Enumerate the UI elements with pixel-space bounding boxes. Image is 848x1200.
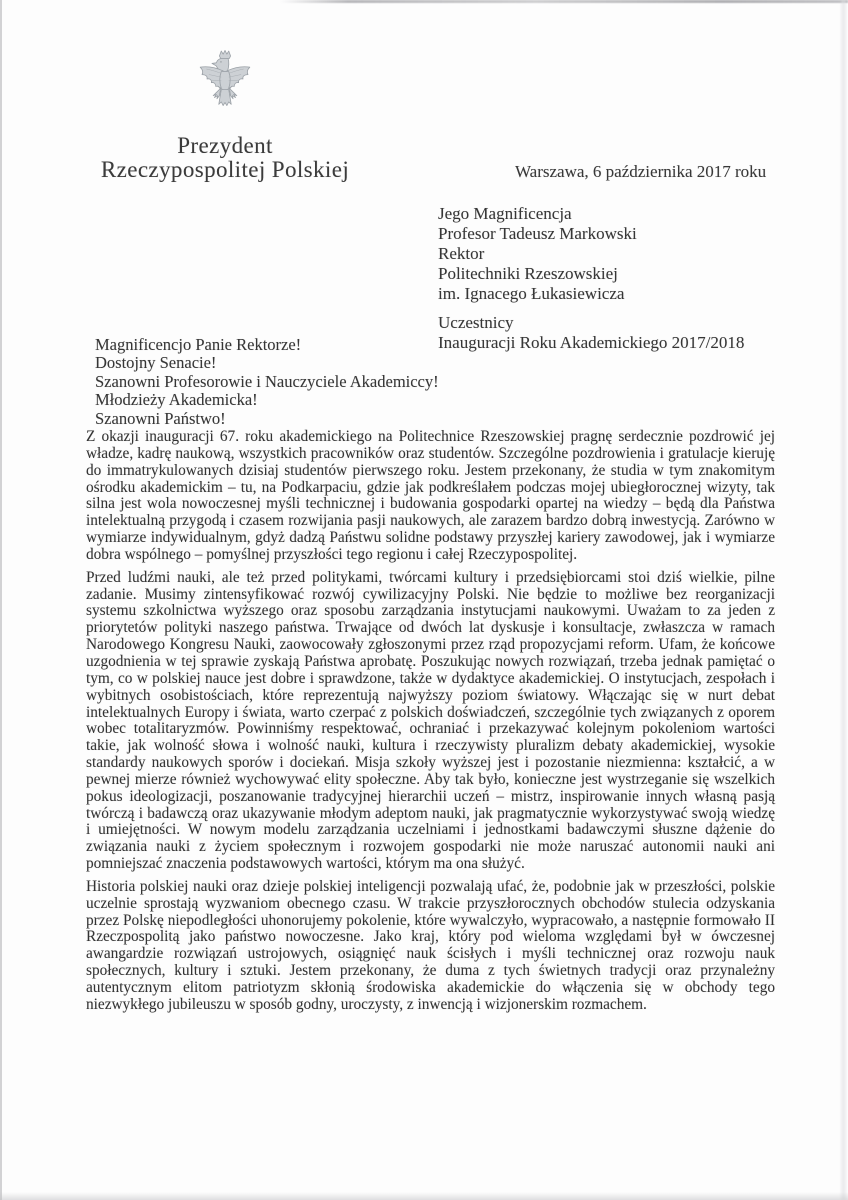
recipient-line: Profesor Tadeusz Markowski (438, 224, 637, 243)
recipient-line: Uczestnicy (438, 313, 514, 332)
recipient-line: Inauguracji Roku Akademickiego 2017/2018 (438, 333, 745, 352)
recipient-secondary-block (438, 313, 744, 353)
salutation-line: Szanowni Profesorowie i Nauczyciele Akademiccy! (95, 371, 439, 391)
scan-artifact-top-edge (280, 0, 848, 3)
salutation-block (95, 336, 439, 428)
letter-body (86, 429, 775, 1014)
recipient-block (438, 204, 744, 353)
recipient-line: im. Ignacego Łukasiewicza (438, 284, 625, 303)
salutation-line: Dostojny Senacie! (95, 353, 217, 373)
scan-artifact-left-edge (0, 0, 2, 1200)
sender-title-line1: Prezydent (177, 133, 273, 158)
dateline: Warszawa, 6 października 2017 roku (515, 162, 767, 181)
recipient-line: Jego Magnificencja (438, 204, 572, 223)
recipient-line: Rektor (438, 244, 485, 263)
paragraph-3: Historia polskiej nauki oraz dzieje polskiej inteligencji pozwalają ufać, że, podobnie jak w przeszłości, polskie uczelnie sprostają wyzwaniom obecnego czasu. W trakcie przyszłorocznych obchodów stulecia odzyskania przez Polskę niepodległości uhonorujemy pokolenie, które wywalczyło, wypracowało, a następnie formowało II Rzeczpospolitą jako państwo nowoczesne. Jako kraj, który pod wieloma względami był w ówczesnej awangardzie rozwiązań ustrojowych, osiągnięć nauk ścisłych i myśli technicznej oraz rozwoju nauk społecznych, kultury i sztuki. Jestem przekonany, że duma z tych świetnych tradycji oraz przynależny autentycznym elitom patriotyzm skłonią środowiska akademickie do włączenia się w obchody tego niezwykłego jubileuszu w sposób godny, uroczysty, z inwencją i wizjonerskim rozmachem. (86, 877, 775, 1013)
polish-eagle-emblem-icon (194, 48, 256, 126)
paragraph-2: Przed ludźmi nauki, ale też przed politykami, twórcami kultury i przedsiębiorcami stoi dziś wielkie, pilne zadanie. Musimy zintensyfikować rozwój cywilizacyjny Polski. Nie będzie to możliwe bez reorganizacji systemu szkolnictwa wyższego oraz sposobu zarządzania instytucjami naukowymi. Uważam to za jeden z priorytetów polityki naszego państwa. Trwające od dwóch lat dyskusje i konsultacje, zwłaszcza w ramach Narodowego Kongresu Nauki, zaowocowały zgłoszonymi przez rząd propozycjami reform. Ufam, że końcowe uzgodnienia w tej sprawie zyskają Państwa aprobatę. Poszukując nowych rozwiązań, trzeba jednak pamiętać o tym, co w polskiej nauce jest dobre i sprawdzone, także w dydaktyce akademickiej. O instytucjach, zespołach i wybitnych osobistościach, które reprezentują najwyższy poziom światowy. Włączając się w nurt debat intelektualnych Europy i świata, warto czerpać z polskich doświadczeń, szczególnie tych związanych z oporem wobec totalitaryzmów. Powinniśmy respektować, ochraniać i przekazywać kolejnym pokoleniom wartości takie, jak wolność słowa i wolność nauki, kultura i rzeczywisty pluralizm debaty akademickiej, wysokie standardy naukowych sporów i dociekań. Misja szkoły wyższej jest i pozostanie niezmienna: kształcić, a w pewnej mierze również wychowywać elity społeczne. Aby tak było, konieczne jest wystrzeganie się wszelkich pokus ideologizacji, poszanowanie tradycyjnej hierarchii uczeń – mistrz, inspirowanie innych własną pasją twórczą i badawczą oraz ukazywanie młodym adeptom nauki, jak pragmatycznie wykorzystywać swoją wiedzę i umiejętności. W nowym modelu zarządzania uczelniami i jednostkami badawczymi słuszne dążenie do związania nauki z życiem społecznym i rozwojem gospodarki nie może naruszać autonomii nauki ani pomniejszać znaczenia podstawowych wartości, którym ma ona służyć. (86, 568, 775, 873)
salutation-line: Magnificencjo Panie Rektorze! (95, 335, 302, 354)
salutation-line: Szanowni Państwo! (95, 408, 226, 428)
paragraph-1: Z okazji inauguracji 67. roku akademickiego na Politechnice Rzeszowskiej pragnę serdecznie pozdrowić jej władze, kadrę naukową, wszystkich pracowników oraz studentów. Szczególne pozdrowienia i gratulacje kieruję do immatrykulowanych dzisiaj studentów pierwszego roku. Jestem przekonany, że studia w tym znakomitym ośrodku akademickim – tu, na Podkarpaciu, gdzie jak podkreślałem podczas mojej ubiegłorocznej wizyty, tak silna jest wola nowoczesnej myśli technicznej i budowania gospodarki opartej na wiedzy – będą dla Państwa intelektualną przygodą i czasem rozwijania pasji naukowych, ale zarazem bardzo dobrą inwestycją. Zarówno w wymiarze indywidualnym, gdyż dadzą Państwu solidne podstawy przyszłej kariery zawodowej, jak i wymiarze dobra wspólnego – pomyślnej przyszłości tego regionu i całej Rzeczypospolitej. (86, 428, 775, 563)
scan-artifact-bottom-edge (0, 1192, 848, 1200)
salutation-line: Młodzieży Akademicka! (95, 390, 258, 410)
scan-artifact-right-edge (841, 0, 846, 1200)
sender-title-line2: Rzeczypospolitej Polskiej (100, 157, 350, 182)
recipient-line: Politechniki Rzeszowskiej (438, 264, 618, 283)
letterhead (60, 48, 390, 182)
